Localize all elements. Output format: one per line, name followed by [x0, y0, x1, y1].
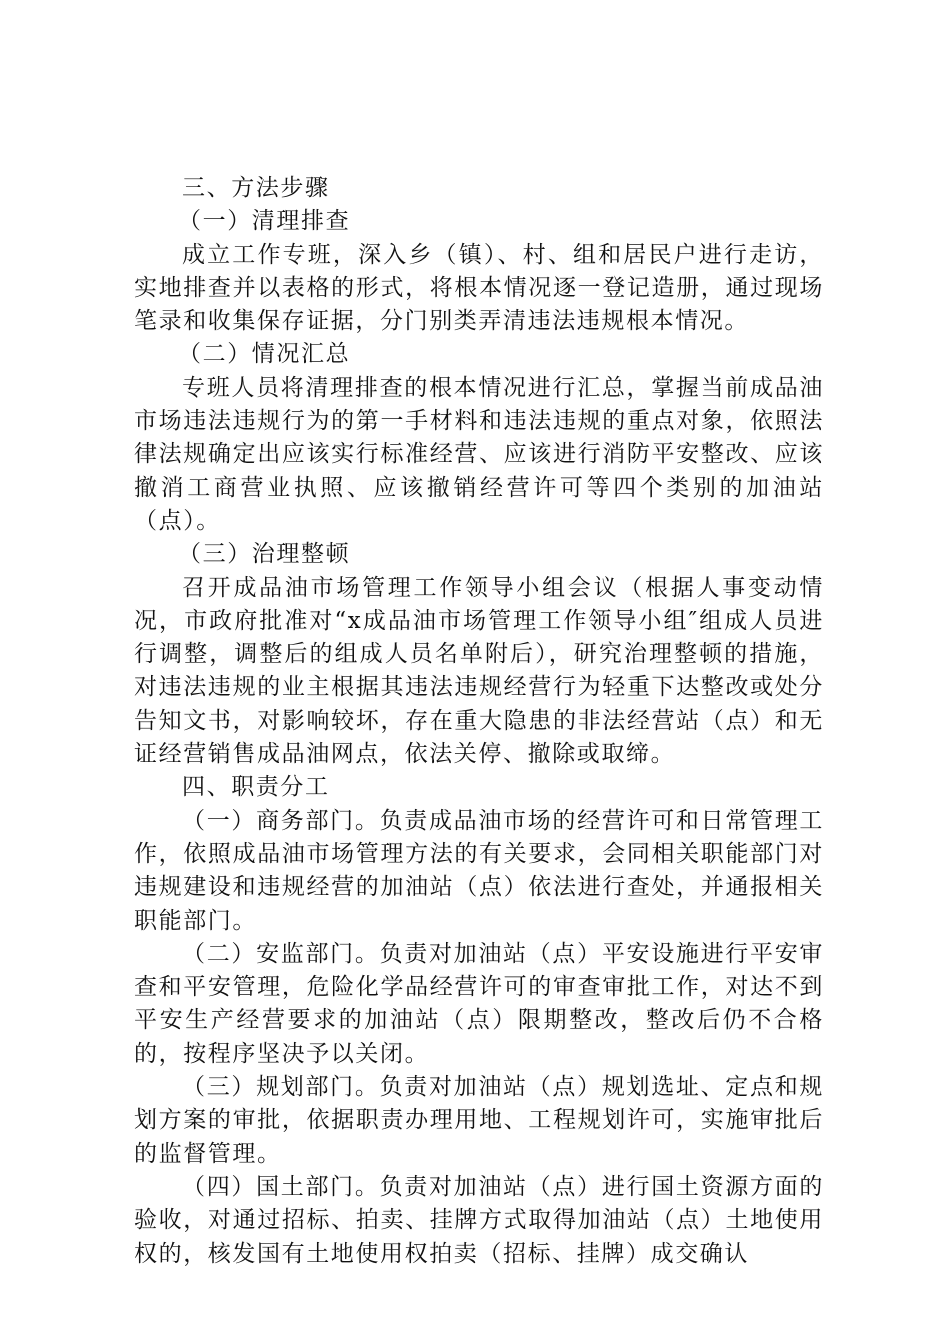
section-4-heading: 四、职责分工: [182, 774, 330, 801]
duty-commerce-paragraph: （一）商务部门。负责成品油市场的经营许可和日常管理工作，依照成品油市场管理方法的有关要求，会同相关职能部门对违规建设和违规经营的加油站（点）依法进行查处，并通报相关职能部门。: [134, 807, 824, 934]
subsection-2-heading: （二）情况汇总: [178, 341, 351, 368]
subsection-1-heading: （一）清理排查: [178, 208, 351, 235]
subsection-2-paragraph: 专班人员将清理排查的根本情况进行汇总，掌握当前成品油市场违法违规行为的第一手材料和违法违规的重点对象，依照法律法规确定出应该实行标准经营、应该进行消防平安整改、应该撤消工商营业执照、应该撤销经营许可等四个类别的加油站（点）。: [134, 374, 824, 534]
duty-planning-paragraph: （三）规划部门。负责对加油站（点）规划选址、定点和规划方案的审批，依据职责办理用地、工程规划许可，实施审批后的监督管理。: [134, 1074, 824, 1167]
subsection-3-paragraph: 召开成品油市场管理工作领导小组会议（根据人事变动情况，市政府批准对“x成品油市场管理工作领导小组″组成人员进行调整，调整后的组成人员名单附后），研究治理整顿的措施，对违法违规的业主根据其违法违规经营行为轻重下达整改或处分告知文书，对影响较坏，存在重大隐患的非法经营站（点）和无证经营销售成品油网点，依法关停、撤除或取缔。: [134, 574, 824, 768]
subsection-1-paragraph: 成立工作专班，深入乡（镇）、村、组和居民户进行走访，实地排查并以表格的形式，将根本情况逐一登记造册，通过现场笔录和收集保存证据，分门别类弄清违法违规根本情况。: [134, 241, 824, 335]
subsection-3-heading: （三）治理整顿: [178, 541, 351, 568]
duty-safety-paragraph: （二）安监部门。负责对加油站（点）平安设施进行平安审查和平安管理，危险化学品经营许可的审查审批工作，对达不到平安生产经营要求的加油站（点）限期整改，整改后仍不合格的，按程序坚决予以关闭。: [134, 940, 824, 1067]
document-page: [134, 172, 824, 1271]
section-3-heading: 三、方法步骤: [182, 175, 330, 201]
duty-land-paragraph: （四）国土部门。负责对加油站（点）进行国土资源方面的验收，对通过招标、拍卖、挂牌方式取得加油站（点）土地使用权的，核发国有土地使用权拍卖（招标、挂牌）成交确认: [134, 1173, 824, 1267]
